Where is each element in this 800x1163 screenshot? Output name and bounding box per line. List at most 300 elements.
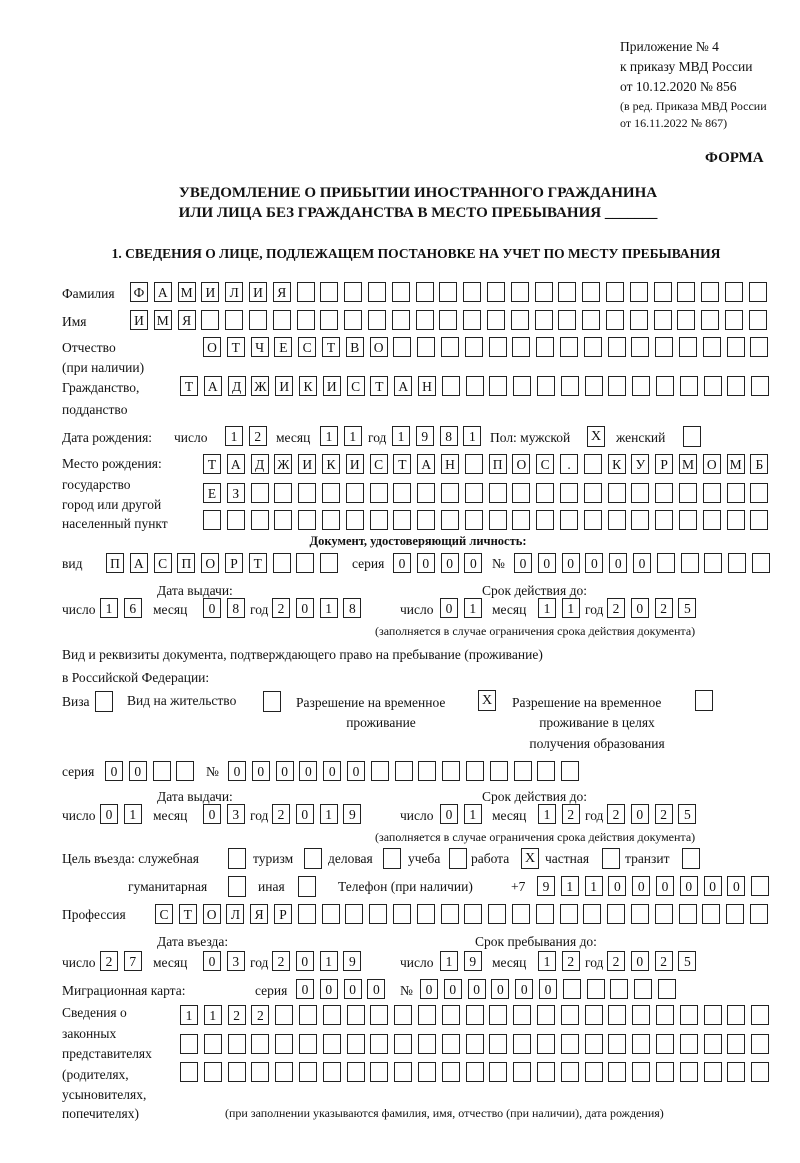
char-box[interactable]: Б [750,454,768,474]
char-box[interactable] [275,1005,293,1025]
char-box[interactable]: Т [179,904,197,924]
char-box[interactable] [227,510,245,530]
char-box[interactable]: 2 [607,598,625,618]
char-box[interactable]: 1 [320,951,338,971]
char-box[interactable] [750,337,768,357]
char-box[interactable]: 0 [203,951,221,971]
char-box[interactable] [513,376,531,396]
char-box[interactable] [560,337,578,357]
purpose-study-checkbox[interactable] [449,848,467,869]
char-box[interactable] [655,510,673,530]
char-box[interactable]: О [370,337,388,357]
char-box[interactable] [417,904,435,924]
char-box[interactable]: 2 [100,951,118,971]
char-box[interactable]: 1 [440,951,458,971]
char-box[interactable]: 0 [296,951,314,971]
char-box[interactable]: Е [203,483,221,503]
char-box[interactable] [180,1062,198,1082]
char-box[interactable]: 0 [367,979,385,999]
char-box[interactable]: 0 [608,876,626,896]
char-box[interactable] [323,1005,341,1025]
char-box[interactable]: 1 [463,426,481,446]
char-box[interactable]: С [154,553,172,573]
char-box[interactable] [536,483,554,503]
char-box[interactable] [656,1005,674,1025]
char-box[interactable] [681,553,699,573]
char-box[interactable] [441,483,459,503]
char-box[interactable] [463,310,481,330]
char-box[interactable]: 0 [515,979,533,999]
female-checkbox[interactable] [683,426,701,447]
char-box[interactable]: О [201,553,219,573]
char-box[interactable] [153,761,171,781]
char-box[interactable] [560,510,578,530]
char-box[interactable]: И [346,454,364,474]
char-box[interactable]: 0 [252,761,270,781]
char-box[interactable] [417,483,435,503]
char-box[interactable]: 0 [347,761,365,781]
char-box[interactable] [751,876,769,896]
char-box[interactable] [655,904,673,924]
char-box[interactable]: 5 [678,598,696,618]
char-box[interactable]: 1 [344,426,362,446]
char-box[interactable] [561,1034,579,1054]
char-box[interactable] [393,510,411,530]
char-box[interactable] [299,1034,317,1054]
char-box[interactable]: 0 [631,951,649,971]
char-box[interactable]: 0 [538,553,556,573]
char-box[interactable] [656,376,674,396]
char-box[interactable] [631,904,649,924]
char-box[interactable]: О [703,454,721,474]
char-box[interactable] [537,1034,555,1054]
char-box[interactable] [561,761,579,781]
char-box[interactable] [536,510,554,530]
char-box[interactable]: 0 [440,804,458,824]
char-box[interactable]: 0 [441,553,459,573]
char-box[interactable]: 0 [129,761,147,781]
char-box[interactable] [489,1005,507,1025]
char-box[interactable]: 1 [585,876,603,896]
char-box[interactable]: 1 [204,1005,222,1025]
char-box[interactable] [656,1034,674,1054]
residence-permit-checkbox[interactable] [263,691,281,712]
char-box[interactable]: Я [273,282,291,302]
char-box[interactable] [728,553,746,573]
char-box[interactable]: Е [274,337,292,357]
char-box[interactable] [702,904,720,924]
char-box[interactable] [727,483,745,503]
char-box[interactable] [606,282,624,302]
char-box[interactable] [463,282,481,302]
char-box[interactable]: 0 [393,553,411,573]
char-box[interactable]: Т [227,337,245,357]
char-box[interactable] [679,904,697,924]
char-box[interactable] [680,1034,698,1054]
char-box[interactable]: 1 [464,598,482,618]
char-box[interactable] [439,282,457,302]
char-box[interactable]: А [130,553,148,573]
char-box[interactable] [489,483,507,503]
char-box[interactable]: И [298,454,316,474]
char-box[interactable] [631,337,649,357]
char-box[interactable] [418,761,436,781]
char-box[interactable] [608,510,626,530]
char-box[interactable] [393,483,411,503]
char-box[interactable] [727,376,745,396]
char-box[interactable]: Ф [130,282,148,302]
char-box[interactable] [634,979,652,999]
char-box[interactable] [417,510,435,530]
char-box[interactable] [608,483,626,503]
char-box[interactable] [251,1034,269,1054]
char-box[interactable] [297,310,315,330]
char-box[interactable]: С [298,337,316,357]
purpose-humanitarian-checkbox[interactable] [228,876,246,897]
char-box[interactable]: С [370,454,388,474]
char-box[interactable] [176,761,194,781]
char-box[interactable] [608,1034,626,1054]
char-box[interactable]: 0 [631,598,649,618]
char-box[interactable] [251,1062,269,1082]
char-box[interactable] [631,483,649,503]
char-box[interactable]: . [560,454,578,474]
char-box[interactable] [727,1005,745,1025]
char-box[interactable] [632,1034,650,1054]
char-box[interactable] [441,510,459,530]
char-box[interactable]: 0 [491,979,509,999]
char-box[interactable] [347,1034,365,1054]
char-box[interactable]: З [227,483,245,503]
char-box[interactable] [465,510,483,530]
char-box[interactable]: 9 [343,804,361,824]
char-box[interactable]: 0 [276,761,294,781]
char-box[interactable] [749,310,767,330]
char-box[interactable]: 0 [632,876,650,896]
char-box[interactable] [251,483,269,503]
char-box[interactable] [749,282,767,302]
char-box[interactable] [537,1005,555,1025]
char-box[interactable]: 1 [124,804,142,824]
char-box[interactable] [442,1034,460,1054]
char-box[interactable] [727,1062,745,1082]
char-box[interactable]: 3 [227,804,245,824]
char-box[interactable]: 1 [538,951,556,971]
char-box[interactable]: 1 [180,1005,198,1025]
char-box[interactable] [442,1005,460,1025]
char-box[interactable] [701,310,719,330]
char-box[interactable]: 2 [272,951,290,971]
char-box[interactable]: 0 [296,598,314,618]
char-box[interactable]: А [204,376,222,396]
char-box[interactable]: Ч [251,337,269,357]
char-box[interactable] [394,1005,412,1025]
char-box[interactable] [608,337,626,357]
char-box[interactable] [392,310,410,330]
char-box[interactable] [228,1062,246,1082]
char-box[interactable] [489,337,507,357]
char-box[interactable]: О [512,454,530,474]
char-box[interactable]: 2 [228,1005,246,1025]
char-box[interactable]: Д [228,376,246,396]
char-box[interactable]: 2 [607,804,625,824]
char-box[interactable]: Т [249,553,267,573]
char-box[interactable]: 2 [562,804,580,824]
char-box[interactable]: 2 [249,426,267,446]
char-box[interactable] [585,1005,603,1025]
char-box[interactable]: 2 [655,598,673,618]
char-box[interactable] [393,904,411,924]
char-box[interactable] [274,483,292,503]
char-box[interactable]: Ж [274,454,292,474]
char-box[interactable] [558,282,576,302]
char-box[interactable] [608,376,626,396]
char-box[interactable] [511,310,529,330]
char-box[interactable]: 1 [225,426,243,446]
char-box[interactable]: 1 [538,598,556,618]
char-box[interactable] [180,1034,198,1054]
char-box[interactable]: 9 [416,426,434,446]
char-box[interactable] [512,483,530,503]
char-box[interactable] [320,553,338,573]
char-box[interactable]: 0 [420,979,438,999]
char-box[interactable]: М [727,454,745,474]
char-box[interactable] [584,483,602,503]
char-box[interactable]: М [178,282,196,302]
char-box[interactable] [751,1062,769,1082]
char-box[interactable] [225,310,243,330]
char-box[interactable] [487,282,505,302]
char-box[interactable] [393,337,411,357]
char-box[interactable] [298,904,316,924]
char-box[interactable] [465,483,483,503]
char-box[interactable] [584,454,602,474]
char-box[interactable] [488,904,506,924]
char-box[interactable]: Р [655,454,673,474]
char-box[interactable] [345,904,363,924]
char-box[interactable] [274,510,292,530]
char-box[interactable]: П [106,553,124,573]
char-box[interactable] [703,337,721,357]
char-box[interactable] [630,282,648,302]
char-box[interactable] [464,904,482,924]
char-box[interactable] [582,282,600,302]
char-box[interactable] [417,337,435,357]
char-box[interactable] [513,1062,531,1082]
char-box[interactable] [394,1062,412,1082]
char-box[interactable] [703,483,721,503]
char-box[interactable]: 0 [514,553,532,573]
char-box[interactable] [489,1034,507,1054]
char-box[interactable] [418,1005,436,1025]
char-box[interactable] [630,310,648,330]
char-box[interactable]: 1 [561,876,579,896]
trp-checkbox[interactable]: X [478,690,496,711]
char-box[interactable]: 9 [537,876,555,896]
char-box[interactable] [320,310,338,330]
char-box[interactable] [442,761,460,781]
char-box[interactable]: 2 [562,951,580,971]
char-box[interactable] [752,553,770,573]
char-box[interactable] [726,904,744,924]
char-box[interactable]: 0 [631,804,649,824]
char-box[interactable] [512,510,530,530]
char-box[interactable] [465,454,483,474]
purpose-tourism-checkbox[interactable] [304,848,322,869]
char-box[interactable] [249,310,267,330]
char-box[interactable] [322,483,340,503]
char-box[interactable] [466,761,484,781]
char-box[interactable] [558,310,576,330]
char-box[interactable] [750,904,768,924]
char-box[interactable]: 0 [323,761,341,781]
char-box[interactable] [299,1062,317,1082]
char-box[interactable] [320,282,338,302]
char-box[interactable]: Ж [251,376,269,396]
char-box[interactable] [441,904,459,924]
char-box[interactable] [563,979,581,999]
char-box[interactable]: 1 [320,804,338,824]
char-box[interactable] [201,310,219,330]
char-box[interactable] [585,376,603,396]
char-box[interactable]: О [203,337,221,357]
char-box[interactable] [654,310,672,330]
char-box[interactable] [369,904,387,924]
char-box[interactable] [370,1034,388,1054]
char-box[interactable]: Р [274,904,292,924]
purpose-official-checkbox[interactable] [228,848,246,869]
char-box[interactable] [608,1005,626,1025]
char-box[interactable] [680,376,698,396]
char-box[interactable]: 0 [585,553,603,573]
char-box[interactable]: Т [203,454,221,474]
char-box[interactable] [727,1034,745,1054]
char-box[interactable] [418,1034,436,1054]
char-box[interactable] [632,1062,650,1082]
char-box[interactable]: 8 [227,598,245,618]
purpose-work-checkbox[interactable]: X [521,848,539,869]
char-box[interactable] [751,1034,769,1054]
char-box[interactable] [489,376,507,396]
char-box[interactable] [513,1034,531,1054]
char-box[interactable] [561,376,579,396]
char-box[interactable] [751,376,769,396]
char-box[interactable] [489,1062,507,1082]
char-box[interactable] [395,761,413,781]
char-box[interactable] [298,510,316,530]
char-box[interactable] [560,483,578,503]
char-box[interactable]: 0 [562,553,580,573]
char-box[interactable] [607,904,625,924]
char-box[interactable]: 2 [272,804,290,824]
char-box[interactable] [537,761,555,781]
char-box[interactable]: 0 [417,553,435,573]
char-box[interactable]: 3 [227,951,245,971]
char-box[interactable]: 0 [680,876,698,896]
char-box[interactable]: В [346,337,364,357]
char-box[interactable]: 2 [607,951,625,971]
char-box[interactable] [632,1005,650,1025]
char-box[interactable]: 0 [539,979,557,999]
char-box[interactable]: 0 [105,761,123,781]
char-box[interactable]: 8 [440,426,458,446]
char-box[interactable] [466,376,484,396]
char-box[interactable] [299,1005,317,1025]
char-box[interactable] [465,337,483,357]
char-box[interactable] [370,1062,388,1082]
char-box[interactable] [370,510,388,530]
char-box[interactable]: Т [322,337,340,357]
char-box[interactable] [322,904,340,924]
char-box[interactable] [204,1062,222,1082]
char-box[interactable] [442,376,460,396]
char-box[interactable] [298,483,316,503]
char-box[interactable] [370,483,388,503]
char-box[interactable] [704,553,722,573]
char-box[interactable]: 0 [440,598,458,618]
char-box[interactable]: Д [251,454,269,474]
char-box[interactable]: Р [225,553,243,573]
char-box[interactable]: Т [370,376,388,396]
char-box[interactable]: 0 [468,979,486,999]
char-box[interactable] [606,310,624,330]
char-box[interactable]: М [154,310,172,330]
purpose-transit-checkbox[interactable] [682,848,700,869]
char-box[interactable]: 2 [655,951,673,971]
char-box[interactable]: К [322,454,340,474]
char-box[interactable] [296,553,314,573]
char-box[interactable] [704,1005,722,1025]
char-box[interactable]: 9 [464,951,482,971]
char-box[interactable]: 0 [228,761,246,781]
char-box[interactable] [323,1034,341,1054]
char-box[interactable]: А [394,376,412,396]
char-box[interactable] [658,979,676,999]
char-box[interactable] [751,1005,769,1025]
char-box[interactable] [677,310,695,330]
char-box[interactable] [512,337,530,357]
char-box[interactable]: 0 [704,876,722,896]
char-box[interactable] [725,282,743,302]
char-box[interactable]: 0 [444,979,462,999]
char-box[interactable] [204,1034,222,1054]
char-box[interactable] [584,337,602,357]
char-box[interactable]: 0 [299,761,317,781]
char-box[interactable] [442,1062,460,1082]
char-box[interactable] [487,310,505,330]
char-box[interactable] [631,510,649,530]
male-checkbox[interactable]: X [587,426,605,447]
char-box[interactable]: К [299,376,317,396]
char-box[interactable]: 0 [203,598,221,618]
char-box[interactable] [489,510,507,530]
char-box[interactable]: С [155,904,173,924]
char-box[interactable]: И [249,282,267,302]
char-box[interactable] [322,510,340,530]
char-box[interactable]: 1 [538,804,556,824]
char-box[interactable] [466,1062,484,1082]
char-box[interactable]: 0 [296,979,314,999]
char-box[interactable]: 0 [609,553,627,573]
char-box[interactable] [704,1034,722,1054]
char-box[interactable]: 2 [251,1005,269,1025]
char-box[interactable]: 0 [100,804,118,824]
char-box[interactable] [347,1005,365,1025]
trp-education-checkbox[interactable] [695,690,713,711]
char-box[interactable] [371,761,389,781]
char-box[interactable]: Н [418,376,436,396]
char-box[interactable] [655,337,673,357]
